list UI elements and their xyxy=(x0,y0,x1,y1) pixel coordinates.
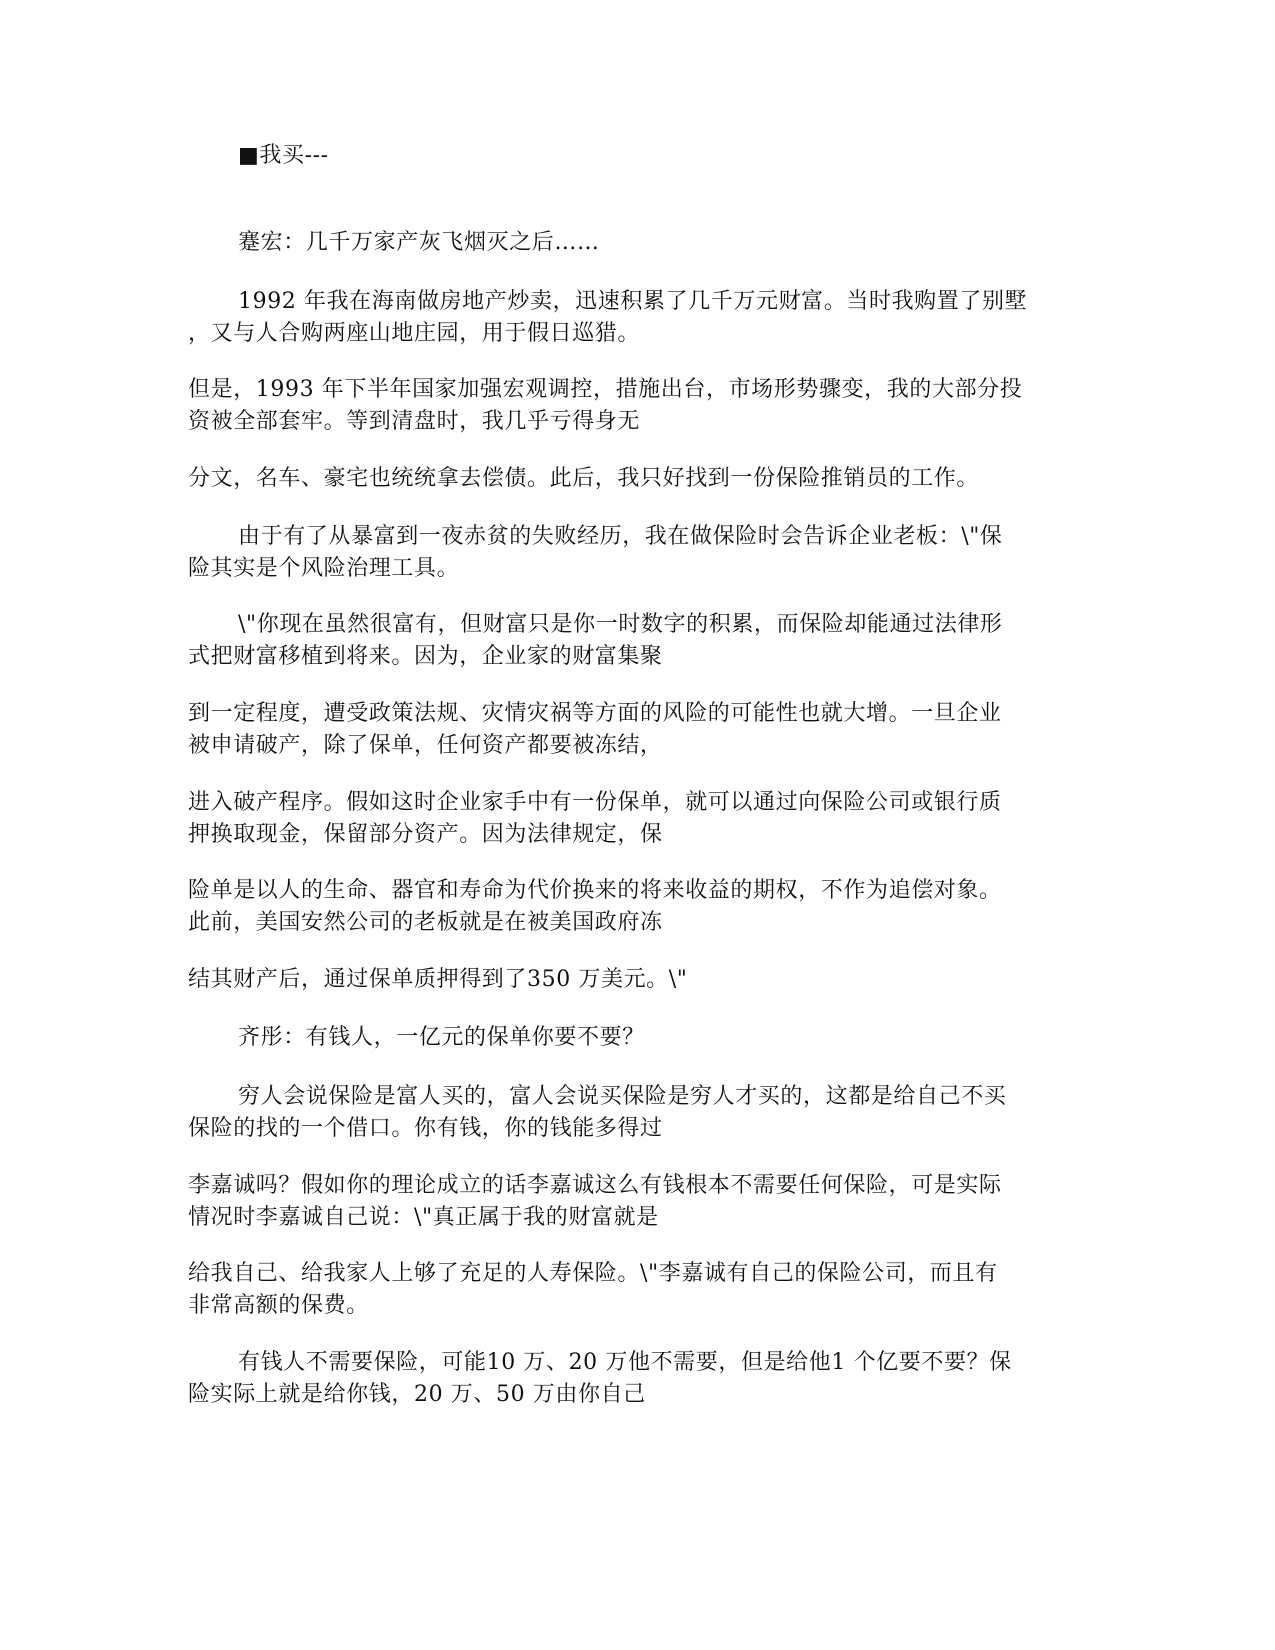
paragraph-line: 险其实是个风险治理工具。 xyxy=(188,556,460,581)
paragraph-line: 蹇宏：几千万家产灰飞烟灭之后…… xyxy=(238,230,600,255)
paragraph-line: 险单是以人的生命、器官和寿命为代价换来的将来收益的期权，不作为追偿对象。 xyxy=(188,878,1002,903)
paragraph-line: 结其财产后，通过保单质押得到了350 万美元。\" xyxy=(188,967,688,992)
paragraph-9 xyxy=(188,787,1098,851)
paragraph-line: 保险的找的一个借口。你有钱，你的钱能多得过 xyxy=(188,1116,663,1141)
paragraph-line: ■我买--- xyxy=(238,143,329,168)
paragraph-line: 有钱人不需要保险，可能10 万、20 万他不需要，但是给他1 个亿要不要？保 xyxy=(238,1350,1012,1375)
paragraph-line: 李嘉诚吗？假如你的理论成立的话李嘉诚这么有钱根本不需要任何保险，可是实际 xyxy=(188,1173,1002,1198)
paragraph-line: 由于有了从暴富到一夜赤贫的失败经历，我在做保险时会告诉企业老板：\"保 xyxy=(238,524,1003,549)
paragraph-5 xyxy=(188,463,1098,495)
paragraph-line: 险实际上就是给你钱，20 万、50 万由你自己 xyxy=(188,1382,646,1407)
paragraph-line: 资被全部套牢。等到清盘时，我几乎亏得身无 xyxy=(188,409,641,434)
paragraph-line: 进入破产程序。假如这时企业家手中有一份保单，就可以通过向保险公司或银行质 xyxy=(188,790,1002,815)
paragraph-line: \"你现在虽然很富有，但财富只是你一时数字的积累，而保险却能通过法律形 xyxy=(238,612,1003,637)
paragraph-3 xyxy=(188,286,1098,350)
paragraph-12 xyxy=(188,1022,1148,1054)
paragraph-10 xyxy=(188,875,1098,939)
paragraph-line: 此前，美国安然公司的老板就是在被美国政府冻 xyxy=(188,910,663,935)
paragraph-line: 但是，1993 年下半年国家加强宏观调控，措施出台，市场形势骤变，我的大部分投 xyxy=(188,377,1023,402)
paragraph-line: 被申请破产，除了保单，任何资产都要被冻结， xyxy=(188,733,663,758)
paragraph-4 xyxy=(188,374,1098,438)
paragraph-13 xyxy=(188,1081,1098,1145)
paragraph-6 xyxy=(188,521,1098,585)
paragraph-8 xyxy=(188,698,1098,762)
paragraph-line: 分文，名车、豪宅也统统拿去偿债。此后，我只好找到一份保险推销员的工作。 xyxy=(188,466,980,491)
paragraph-line: 押换取现金，保留部分资产。因为法律规定，保 xyxy=(188,822,663,847)
paragraph-15 xyxy=(188,1258,1098,1322)
paragraph-line: 情况时李嘉诚自己说：\"真正属于我的财富就是 xyxy=(188,1205,659,1230)
paragraph-line: 1992 年我在海南做房地产炒卖，迅速积累了几千万元财富。当时我购置了别墅 xyxy=(238,289,1028,314)
paragraph-line: 非常高额的保费。 xyxy=(188,1293,369,1318)
paragraph-line: 式把财富移植到将来。因为，企业家的财富集聚 xyxy=(188,644,663,669)
paragraph-line: 到一定程度，遭受政策法规、灾情灾祸等方面的风险的可能性也就大增。一旦企业 xyxy=(188,701,1002,726)
paragraph-line: 齐彤：有钱人，一亿元的保单你要不要？ xyxy=(238,1025,645,1050)
paragraph-line: 给我自己、给我家人上够了充足的人寿保险。\"李嘉诚有自己的保险公司，而且有 xyxy=(188,1261,998,1286)
paragraph-1 xyxy=(188,140,1148,172)
paragraph-7 xyxy=(188,609,1098,673)
paragraph-11 xyxy=(188,964,1098,996)
paragraph-line: 穷人会说保险是富人买的，富人会说买保险是穷人才买的，这都是给自己不买 xyxy=(238,1084,1007,1109)
paragraph-14 xyxy=(188,1170,1098,1234)
paragraph-line: ，又与人合购两座山地庄园，用于假日巡猎。 xyxy=(188,321,641,346)
paragraph-2 xyxy=(188,227,1148,259)
paragraph-16 xyxy=(188,1347,1098,1411)
